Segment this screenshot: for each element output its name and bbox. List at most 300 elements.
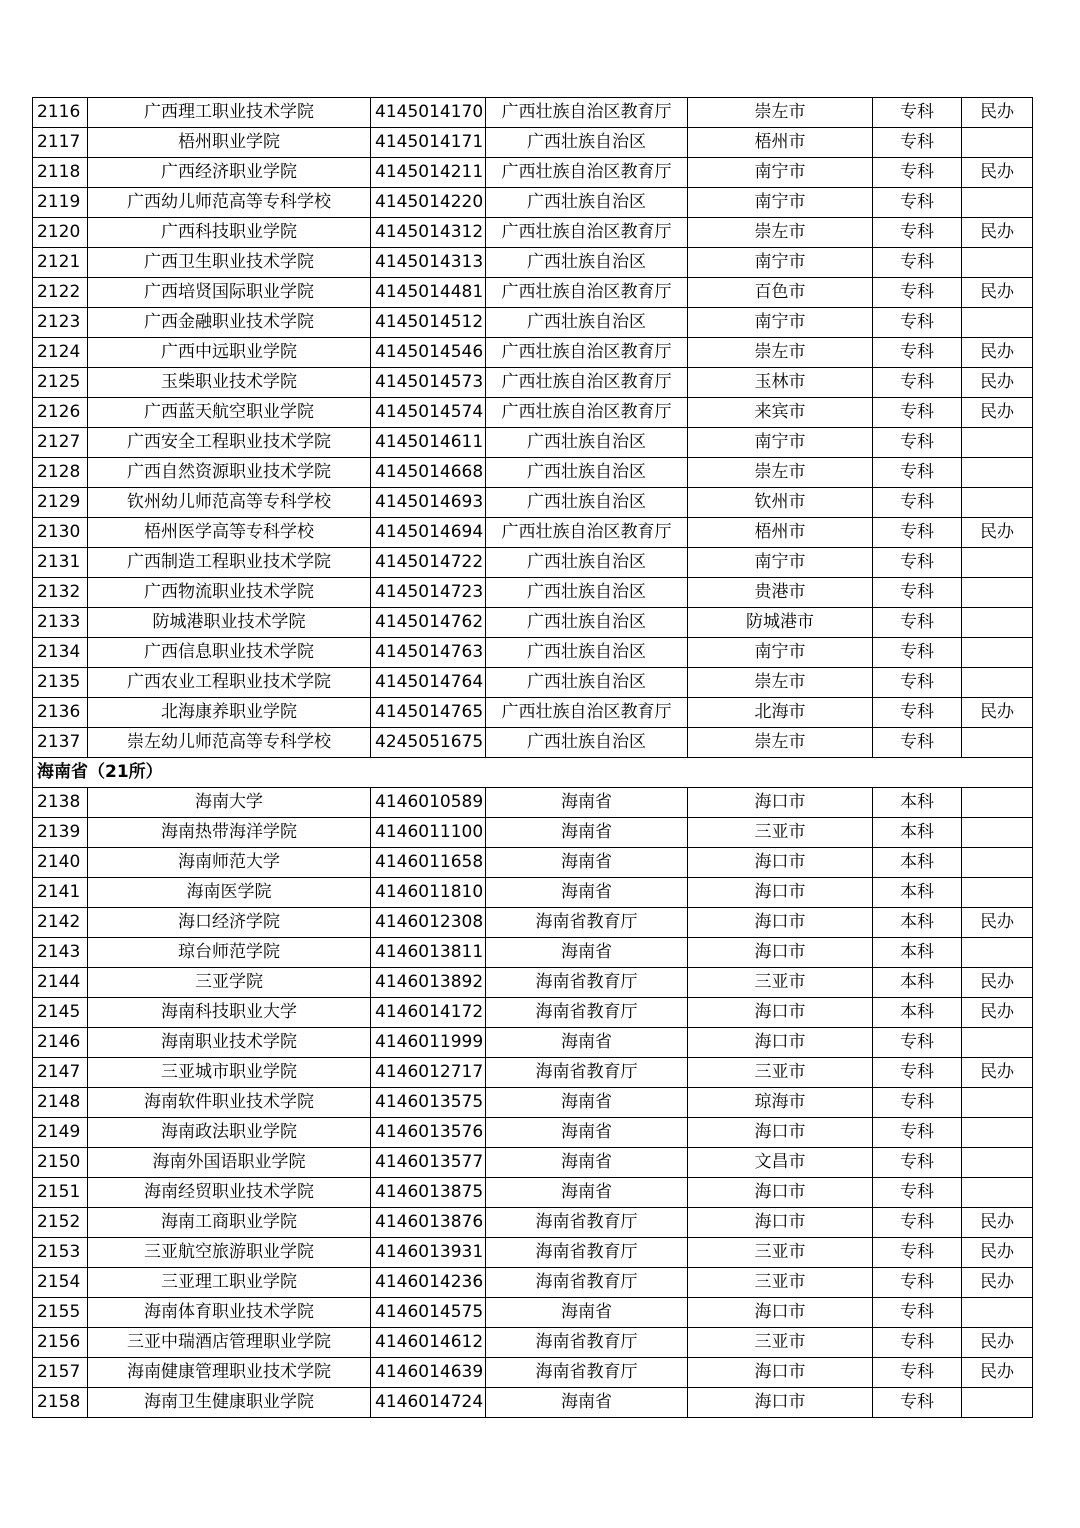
- row-index: 2134: [33, 638, 88, 668]
- school-code: 4145014765: [371, 698, 486, 728]
- school-name: 三亚中瑞酒店管理职业学院: [88, 1328, 371, 1358]
- school-name: 广西幼儿师范高等专科学校: [88, 188, 371, 218]
- ownership-note: 民办: [962, 1358, 1033, 1388]
- row-index: 2116: [33, 98, 88, 128]
- school-code: 4146013575: [371, 1088, 486, 1118]
- city: 海口市: [688, 788, 873, 818]
- row-index: 2149: [33, 1118, 88, 1148]
- school-code: 4146014172: [371, 998, 486, 1028]
- ownership-note: [962, 608, 1033, 638]
- ownership-note: [962, 1178, 1033, 1208]
- ownership-note: 民办: [962, 338, 1033, 368]
- school-code: 4145014762: [371, 608, 486, 638]
- city: 百色市: [688, 278, 873, 308]
- supervising-department: 海南省: [486, 1028, 688, 1058]
- school-code: 4145014546: [371, 338, 486, 368]
- education-level: 专科: [873, 1238, 962, 1268]
- table-row: [33, 1148, 1033, 1178]
- school-name: 广西蓝天航空职业学院: [88, 398, 371, 428]
- city: 海口市: [688, 1208, 873, 1238]
- ownership-note: [962, 578, 1033, 608]
- table-row: [33, 1118, 1033, 1148]
- ownership-note: 民办: [962, 398, 1033, 428]
- school-name: 海南卫生健康职业学院: [88, 1388, 371, 1418]
- supervising-department: 海南省: [486, 848, 688, 878]
- supervising-department: 广西壮族自治区教育厅: [486, 158, 688, 188]
- education-level: 专科: [873, 248, 962, 278]
- school-name: 防城港职业技术学院: [88, 608, 371, 638]
- school-name: 海南健康管理职业技术学院: [88, 1358, 371, 1388]
- supervising-department: 海南省: [486, 1178, 688, 1208]
- city: 崇左市: [688, 728, 873, 758]
- table-row: [33, 818, 1033, 848]
- row-index: 2156: [33, 1328, 88, 1358]
- row-index: 2142: [33, 908, 88, 938]
- supervising-department: 广西壮族自治区: [486, 128, 688, 158]
- row-index: 2136: [33, 698, 88, 728]
- supervising-department: 海南省教育厅: [486, 1058, 688, 1088]
- row-index: 2140: [33, 848, 88, 878]
- section-label: 海南省（21所）: [33, 758, 1033, 788]
- school-name: 广西自然资源职业技术学院: [88, 458, 371, 488]
- row-index: 2120: [33, 218, 88, 248]
- school-code: 4245051675: [371, 728, 486, 758]
- school-name: 海南工商职业学院: [88, 1208, 371, 1238]
- school-name: 三亚学院: [88, 968, 371, 998]
- school-name: 海南大学: [88, 788, 371, 818]
- education-level: 专科: [873, 308, 962, 338]
- school-code: 4145014611: [371, 428, 486, 458]
- table-row: [33, 158, 1033, 188]
- ownership-note: 民办: [962, 278, 1033, 308]
- city: 崇左市: [688, 668, 873, 698]
- ownership-note: [962, 818, 1033, 848]
- education-level: 专科: [873, 1088, 962, 1118]
- education-level: 专科: [873, 158, 962, 188]
- supervising-department: 海南省教育厅: [486, 968, 688, 998]
- education-level: 专科: [873, 1358, 962, 1388]
- table-row: [33, 548, 1033, 578]
- ownership-note: [962, 1028, 1033, 1058]
- row-index: 2143: [33, 938, 88, 968]
- supervising-department: 海南省: [486, 818, 688, 848]
- school-code: 4145014574: [371, 398, 486, 428]
- education-level: 专科: [873, 218, 962, 248]
- ownership-note: [962, 188, 1033, 218]
- school-code: 4146013577: [371, 1148, 486, 1178]
- section-header-row: [33, 758, 1033, 788]
- supervising-department: 海南省教育厅: [486, 1358, 688, 1388]
- table-row: [33, 308, 1033, 338]
- school-code: 4145014211: [371, 158, 486, 188]
- row-index: 2129: [33, 488, 88, 518]
- education-level: 专科: [873, 518, 962, 548]
- school-code: 4146014236: [371, 1268, 486, 1298]
- school-name: 梧州职业学院: [88, 128, 371, 158]
- education-level: 专科: [873, 488, 962, 518]
- ownership-note: [962, 428, 1033, 458]
- table-row: [33, 848, 1033, 878]
- row-index: 2128: [33, 458, 88, 488]
- education-level: 专科: [873, 698, 962, 728]
- city: 海口市: [688, 998, 873, 1028]
- city: 海口市: [688, 1298, 873, 1328]
- supervising-department: 广西壮族自治区: [486, 308, 688, 338]
- ownership-note: 民办: [962, 1058, 1033, 1088]
- city: 海口市: [688, 938, 873, 968]
- school-code: 4145014170: [371, 98, 486, 128]
- ownership-note: 民办: [962, 1268, 1033, 1298]
- table-row: [33, 458, 1033, 488]
- school-name: 三亚航空旅游职业学院: [88, 1238, 371, 1268]
- ownership-note: 民办: [962, 218, 1033, 248]
- row-index: 2137: [33, 728, 88, 758]
- city: 崇左市: [688, 98, 873, 128]
- education-level: 专科: [873, 668, 962, 698]
- city: 南宁市: [688, 428, 873, 458]
- education-level: 本科: [873, 788, 962, 818]
- ownership-note: [962, 458, 1033, 488]
- supervising-department: 海南省教育厅: [486, 1208, 688, 1238]
- school-code: 4145014694: [371, 518, 486, 548]
- supervising-department: 海南省: [486, 1118, 688, 1148]
- city: 南宁市: [688, 188, 873, 218]
- school-name: 海南政法职业学院: [88, 1118, 371, 1148]
- school-name: 三亚理工职业学院: [88, 1268, 371, 1298]
- ownership-note: [962, 668, 1033, 698]
- table-row: [33, 1268, 1033, 1298]
- education-level: 本科: [873, 938, 962, 968]
- row-index: 2139: [33, 818, 88, 848]
- table-row: [33, 1088, 1033, 1118]
- ownership-note: 民办: [962, 158, 1033, 188]
- table-row: [33, 1298, 1033, 1328]
- table-row: [33, 1178, 1033, 1208]
- table-row: [33, 608, 1033, 638]
- city: 三亚市: [688, 968, 873, 998]
- school-code: 4145014312: [371, 218, 486, 248]
- table-row: [33, 398, 1033, 428]
- ownership-note: [962, 1118, 1033, 1148]
- school-code: 4146014639: [371, 1358, 486, 1388]
- city: 海口市: [688, 848, 873, 878]
- city: 海口市: [688, 878, 873, 908]
- ownership-note: [962, 1088, 1033, 1118]
- row-index: 2154: [33, 1268, 88, 1298]
- ownership-note: [962, 638, 1033, 668]
- table-row: [33, 188, 1033, 218]
- supervising-department: 广西壮族自治区: [486, 578, 688, 608]
- ownership-note: 民办: [962, 368, 1033, 398]
- school-code: 4146013892: [371, 968, 486, 998]
- city: 三亚市: [688, 1238, 873, 1268]
- supervising-department: 海南省教育厅: [486, 998, 688, 1028]
- city: 北海市: [688, 698, 873, 728]
- table-row: [33, 1388, 1033, 1418]
- education-level: 专科: [873, 1328, 962, 1358]
- education-level: 专科: [873, 278, 962, 308]
- row-index: 2152: [33, 1208, 88, 1238]
- school-code: 4145014668: [371, 458, 486, 488]
- school-name: 广西安全工程职业技术学院: [88, 428, 371, 458]
- ownership-note: 民办: [962, 968, 1033, 998]
- ownership-note: 民办: [962, 1238, 1033, 1268]
- city: 海口市: [688, 1118, 873, 1148]
- table-row: [33, 278, 1033, 308]
- table-row: [33, 578, 1033, 608]
- supervising-department: 海南省: [486, 878, 688, 908]
- school-code: 4146013811: [371, 938, 486, 968]
- education-level: 本科: [873, 878, 962, 908]
- table-row: [33, 1238, 1033, 1268]
- school-name: 海南医学院: [88, 878, 371, 908]
- school-name: 广西农业工程职业技术学院: [88, 668, 371, 698]
- school-name: 北海康养职业学院: [88, 698, 371, 728]
- supervising-department: 海南省: [486, 788, 688, 818]
- supervising-department: 海南省教育厅: [486, 1328, 688, 1358]
- row-index: 2132: [33, 578, 88, 608]
- school-code: 4145014763: [371, 638, 486, 668]
- education-level: 专科: [873, 458, 962, 488]
- school-code: 4146012308: [371, 908, 486, 938]
- school-name: 海南软件职业技术学院: [88, 1088, 371, 1118]
- city: 南宁市: [688, 548, 873, 578]
- ownership-note: 民办: [962, 908, 1033, 938]
- table-row: [33, 668, 1033, 698]
- school-name: 广西中远职业学院: [88, 338, 371, 368]
- education-level: 专科: [873, 1388, 962, 1418]
- school-code: 4145014764: [371, 668, 486, 698]
- supervising-department: 广西壮族自治区: [486, 548, 688, 578]
- school-code: 4146012717: [371, 1058, 486, 1088]
- row-index: 2135: [33, 668, 88, 698]
- table-row: [33, 518, 1033, 548]
- school-table: [32, 97, 1033, 1418]
- ownership-note: 民办: [962, 998, 1033, 1028]
- school-name: 广西物流职业技术学院: [88, 578, 371, 608]
- row-index: 2130: [33, 518, 88, 548]
- supervising-department: 广西壮族自治区: [486, 188, 688, 218]
- supervising-department: 海南省教育厅: [486, 1268, 688, 1298]
- school-code: 4146011100: [371, 818, 486, 848]
- table-row: [33, 1358, 1033, 1388]
- row-index: 2133: [33, 608, 88, 638]
- school-code: 4146014612: [371, 1328, 486, 1358]
- table-row: [33, 878, 1033, 908]
- city: 贵港市: [688, 578, 873, 608]
- row-index: 2158: [33, 1388, 88, 1418]
- school-name: 海南师范大学: [88, 848, 371, 878]
- table-row: [33, 968, 1033, 998]
- supervising-department: 广西壮族自治区教育厅: [486, 98, 688, 128]
- ownership-note: 民办: [962, 1328, 1033, 1358]
- row-index: 2155: [33, 1298, 88, 1328]
- school-name: 海南体育职业技术学院: [88, 1298, 371, 1328]
- city: 南宁市: [688, 638, 873, 668]
- school-name: 钦州幼儿师范高等专科学校: [88, 488, 371, 518]
- table-row: [33, 698, 1033, 728]
- supervising-department: 海南省: [486, 1298, 688, 1328]
- table-row: [33, 428, 1033, 458]
- supervising-department: 广西壮族自治区教育厅: [486, 518, 688, 548]
- supervising-department: 广西壮族自治区: [486, 608, 688, 638]
- school-name: 海口经济学院: [88, 908, 371, 938]
- city: 海口市: [688, 908, 873, 938]
- supervising-department: 广西壮族自治区: [486, 728, 688, 758]
- supervising-department: 海南省教育厅: [486, 908, 688, 938]
- table-row: [33, 338, 1033, 368]
- city: 三亚市: [688, 1058, 873, 1088]
- ownership-note: [962, 488, 1033, 518]
- school-name: 梧州医学高等专科学校: [88, 518, 371, 548]
- supervising-department: 海南省: [486, 1388, 688, 1418]
- school-name: 海南职业技术学院: [88, 1028, 371, 1058]
- education-level: 专科: [873, 578, 962, 608]
- school-code: 4146013576: [371, 1118, 486, 1148]
- city: 梧州市: [688, 518, 873, 548]
- school-code: 4145014693: [371, 488, 486, 518]
- supervising-department: 广西壮族自治区: [486, 458, 688, 488]
- ownership-note: [962, 848, 1033, 878]
- table-row: [33, 368, 1033, 398]
- row-index: 2117: [33, 128, 88, 158]
- school-code: 4146013931: [371, 1238, 486, 1268]
- supervising-department: 广西壮族自治区: [486, 248, 688, 278]
- supervising-department: 海南省教育厅: [486, 1238, 688, 1268]
- row-index: 2125: [33, 368, 88, 398]
- education-level: 专科: [873, 98, 962, 128]
- ownership-note: 民办: [962, 698, 1033, 728]
- school-code: 4146011658: [371, 848, 486, 878]
- ownership-note: 民办: [962, 98, 1033, 128]
- row-index: 2119: [33, 188, 88, 218]
- ownership-note: [962, 548, 1033, 578]
- row-index: 2121: [33, 248, 88, 278]
- table-body: [33, 98, 1033, 1418]
- city: 崇左市: [688, 218, 873, 248]
- school-name: 海南科技职业大学: [88, 998, 371, 1028]
- education-level: 本科: [873, 908, 962, 938]
- row-index: 2157: [33, 1358, 88, 1388]
- row-index: 2153: [33, 1238, 88, 1268]
- ownership-note: [962, 248, 1033, 278]
- education-level: 专科: [873, 1118, 962, 1148]
- table-row: [33, 728, 1033, 758]
- row-index: 2141: [33, 878, 88, 908]
- city: 南宁市: [688, 308, 873, 338]
- school-name: 海南热带海洋学院: [88, 818, 371, 848]
- row-index: 2151: [33, 1178, 88, 1208]
- school-name: 广西金融职业技术学院: [88, 308, 371, 338]
- city: 玉林市: [688, 368, 873, 398]
- education-level: 专科: [873, 1058, 962, 1088]
- school-code: 4146014575: [371, 1298, 486, 1328]
- supervising-department: 广西壮族自治区教育厅: [486, 218, 688, 248]
- supervising-department: 广西壮族自治区: [486, 488, 688, 518]
- row-index: 2150: [33, 1148, 88, 1178]
- school-name: 三亚城市职业学院: [88, 1058, 371, 1088]
- education-level: 专科: [873, 638, 962, 668]
- supervising-department: 广西壮族自治区教育厅: [486, 278, 688, 308]
- education-level: 专科: [873, 338, 962, 368]
- row-index: 2146: [33, 1028, 88, 1058]
- ownership-note: [962, 878, 1033, 908]
- education-level: 专科: [873, 368, 962, 398]
- school-code: 4145014220: [371, 188, 486, 218]
- school-code: 4146013875: [371, 1178, 486, 1208]
- school-name: 海南外国语职业学院: [88, 1148, 371, 1178]
- school-name: 玉柴职业技术学院: [88, 368, 371, 398]
- table-row: [33, 908, 1033, 938]
- table-row: [33, 1058, 1033, 1088]
- education-level: 专科: [873, 608, 962, 638]
- school-name: 广西制造工程职业技术学院: [88, 548, 371, 578]
- school-name: 广西科技职业学院: [88, 218, 371, 248]
- education-level: 本科: [873, 998, 962, 1028]
- table-row: [33, 128, 1033, 158]
- table-row: [33, 638, 1033, 668]
- education-level: 专科: [873, 398, 962, 428]
- supervising-department: 广西壮族自治区教育厅: [486, 338, 688, 368]
- education-level: 专科: [873, 1298, 962, 1328]
- city: 海口市: [688, 1388, 873, 1418]
- school-code: 4145014481: [371, 278, 486, 308]
- table-row: [33, 1328, 1033, 1358]
- school-code: 4145014171: [371, 128, 486, 158]
- ownership-note: [962, 1298, 1033, 1328]
- city: 琼海市: [688, 1088, 873, 1118]
- row-index: 2123: [33, 308, 88, 338]
- school-code: 4146011999: [371, 1028, 486, 1058]
- education-level: 专科: [873, 548, 962, 578]
- school-code: 4146014724: [371, 1388, 486, 1418]
- supervising-department: 海南省: [486, 1148, 688, 1178]
- education-level: 本科: [873, 968, 962, 998]
- school-code: 4145014722: [371, 548, 486, 578]
- row-index: 2148: [33, 1088, 88, 1118]
- school-code: 4145014512: [371, 308, 486, 338]
- school-name: 崇左幼儿师范高等专科学校: [88, 728, 371, 758]
- ownership-note: 民办: [962, 518, 1033, 548]
- ownership-note: [962, 128, 1033, 158]
- row-index: 2138: [33, 788, 88, 818]
- supervising-department: 广西壮族自治区教育厅: [486, 398, 688, 428]
- ownership-note: [962, 938, 1033, 968]
- table-row: [33, 488, 1033, 518]
- table-row: [33, 938, 1033, 968]
- education-level: 专科: [873, 428, 962, 458]
- city: 南宁市: [688, 248, 873, 278]
- city: 海口市: [688, 1028, 873, 1058]
- row-index: 2147: [33, 1058, 88, 1088]
- row-index: 2145: [33, 998, 88, 1028]
- ownership-note: [962, 1388, 1033, 1418]
- city: 三亚市: [688, 818, 873, 848]
- school-code: 4145014723: [371, 578, 486, 608]
- school-name: 广西卫生职业技术学院: [88, 248, 371, 278]
- supervising-department: 海南省: [486, 938, 688, 968]
- city: 来宾市: [688, 398, 873, 428]
- education-level: 专科: [873, 728, 962, 758]
- education-level: 专科: [873, 188, 962, 218]
- table-row: [33, 218, 1033, 248]
- row-index: 2118: [33, 158, 88, 188]
- education-level: 专科: [873, 1148, 962, 1178]
- education-level: 本科: [873, 818, 962, 848]
- city: 文昌市: [688, 1148, 873, 1178]
- city: 崇左市: [688, 458, 873, 488]
- table-row: [33, 1028, 1033, 1058]
